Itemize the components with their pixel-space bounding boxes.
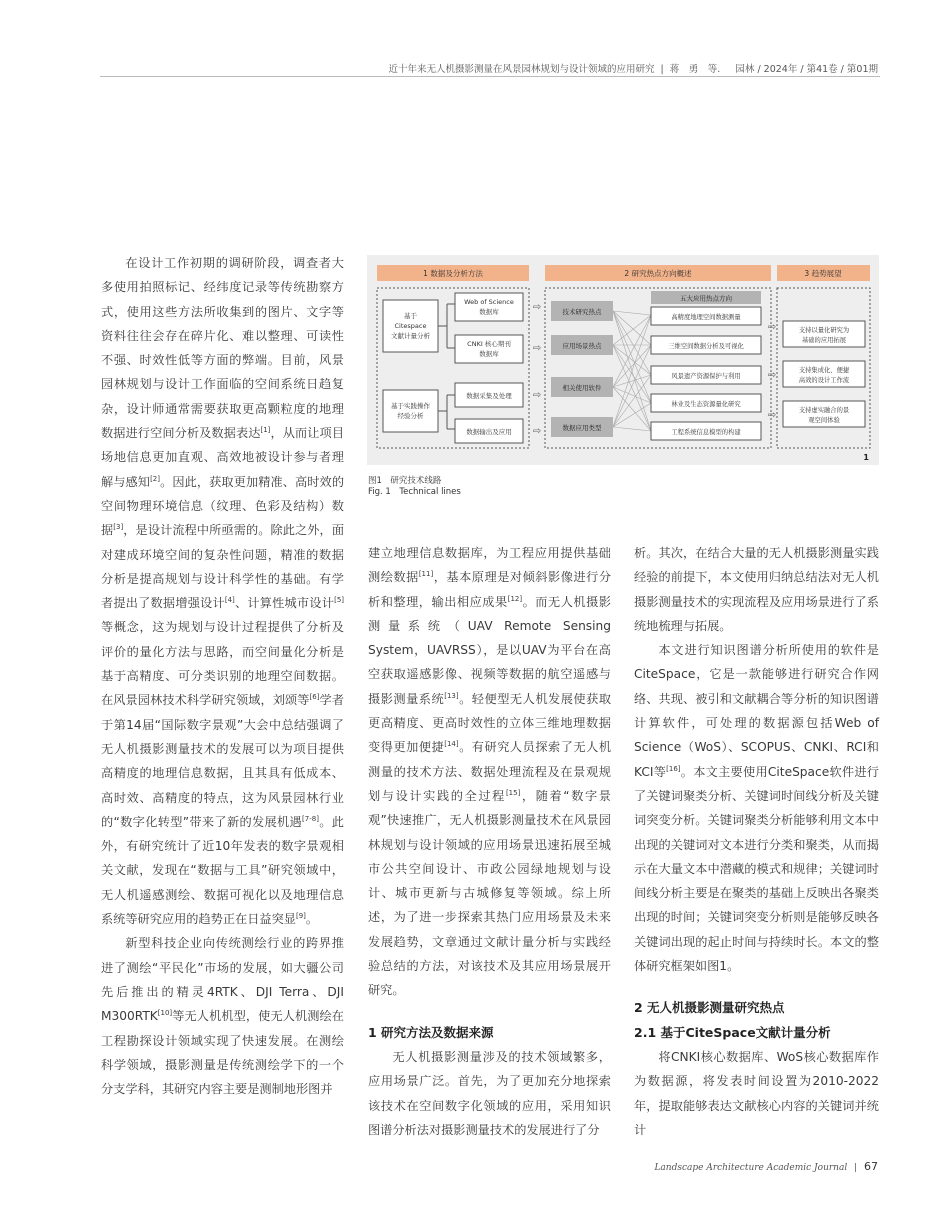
svg-text:基于实践操作: 基于实践操作: [391, 402, 430, 410]
running-authors: 蒋 勇 等.: [669, 64, 721, 75]
svg-text:CNKI 核心期刊: CNKI 核心期刊: [467, 340, 511, 348]
svg-text:数据库: 数据库: [479, 308, 499, 316]
journal-info: 园林 / 2024年 / 第41卷 / 第01期: [735, 64, 878, 75]
svg-text:数据应用类型: 数据应用类型: [562, 424, 602, 432]
svg-text:观空间体验: 观空间体验: [808, 417, 840, 424]
svg-text:基于: 基于: [404, 312, 417, 320]
svg-text:经验分析: 经验分析: [397, 412, 424, 420]
header-rule: [100, 76, 880, 77]
svg-text:Web of Science: Web of Science: [464, 298, 514, 306]
paragraph: 新型科技企业向传统测绘行业的跨界推进了测绘“平民化”市场的发展，如大疆公司先后推出的精灵4RTK、DJI Terra、DJI M300RTK[10]等无人机机型，使无人机测绘在工程勘探设计领域实现了快速发展。在测绘科学领域，摄影测量是传统测绘学下的一个分支学科，其研究内容主要是测制地形图并: [101, 936, 344, 1097]
svg-text:三维空间数据分析及可视化: 三维空间数据分析及可视化: [668, 343, 744, 350]
section-heading-2: 2 无人机摄影测量研究热点: [634, 1000, 785, 1016]
section-heading-1: 1 研究方法及数据来源: [368, 1024, 494, 1040]
running-header: 近十年来无人机摄影测量在风景园林规划与设计领域的应用研究 | 蒋 勇 等. 园林 / 2024年 / 第41卷 / 第01期: [388, 64, 878, 75]
svg-text:林业及生态资源量化研究: 林业及生态资源量化研究: [671, 401, 741, 408]
paragraph: 本文进行知识图谱分析所使用的软件是CiteSpace，它是一款能够进行研究合作网络、共现、被引和文献耦合等分析的知识图谱计算软件，可处理的数据源包括Web of Science（WoS）、SCOPUS、CNKI、RCI和KCI等[16]。本文主要使用CiteSpace软件进行了关键词聚类分析、关键词时间线分析及关键词突变分析。关键词聚类分析能够利用文本中出现的关键词对文本进行分类和聚类，从而揭示在大量文本中潜藏的模式和规律；关键词时间线分析主要是在聚类的基础上反映出各聚类出现的时间；关键词突变分析则是能够反映各关键词出现的起止时间与持续时长。本文的整体研究框架如图1。: [634, 643, 879, 974]
figure-caption: [368, 476, 461, 498]
caption-cn: 图1 研究技术线路: [368, 476, 442, 486]
page-number: 67: [864, 1160, 878, 1173]
svg-text:数据输出及应用: 数据输出及应用: [466, 428, 512, 436]
paragraph: 在设计工作初期的调研阶段，调查者大多使用拍照标记、经纬度记录等传统勘察方式，使用这些方法所收集到的图片、文字等资料往往会存在碎片化、难以整理、可读性不强、时效性低等方面的弊端。目前，风景园林规划与设计工作面临的空间系统日趋复杂，设计师通常需要获取更高颗粒度的地理数据进行空间分析及数据表达[1]，从而让项目场地信息更加直观、高效地被设计参与者理解与感知[2]。因此，获取更加精准、高时效的空间物理环境信息（纹理、色彩及结构）数据[3]，是设计流程中所亟需的。除此之外，面对建成环境空间的复杂性问题，精准的数据分析是提高规划与设计科学性的基础。有学者提出了数据增强设计[4]、计算性城市设计[5]等概念，这为规划与设计过程提供了分析及评价的量化方法与思路，而空间量化分析是基于高精度、可分类识别的地理空间数据。在风景园林技术科学研究领域，刘颂等[6]学者于第14届“国际数字景观”大会中总结强调了无人机摄影测量技术的发展可以为项目提供高精度的地理信息数据，且其具有低成本、高时效、高精度的特点，这为风景园林行业的“数字化转型”带来了新的发展机遇[7-8]。此外，有研究统计了近10年发表的数字景观相关文献，发现在“数据与工具”研究领域中，无人机遥感测绘、数据可视化以及地理信息系统等研究应用的趋势正在日益突显[9]。: [101, 256, 345, 927]
svg-text:支持以量化研究为: 支持以量化研究为: [798, 327, 850, 334]
text-column-2: [368, 541, 611, 1142]
svg-text:Citespace: Citespace: [394, 322, 427, 330]
text-column-3: [634, 541, 879, 1142]
svg-text:风景遗产资源保护与利用: 风景遗产资源保护与利用: [671, 373, 741, 380]
caption-en: Fig. 1 Technical lines: [368, 487, 461, 497]
svg-text:⇨: ⇨: [767, 370, 777, 381]
svg-text:1 数据及分析方法: 1 数据及分析方法: [423, 269, 483, 278]
svg-text:⇨: ⇨: [767, 410, 777, 421]
svg-text:应用场景热点: 应用场景热点: [562, 342, 602, 350]
journal-name-en: Landscape Architecture Academic Journal: [654, 1163, 848, 1173]
svg-text:⇨: ⇨: [532, 390, 542, 401]
paragraph: 析。其次，在结合大量的无人机摄影测量实践经验的前提下，本文使用归纳总结法对无人机摄影测量技术的实现流程及应用场景进行了系统地梳理与拓展。: [634, 546, 879, 633]
figure-1: [367, 255, 879, 465]
paragraph: 无人机摄影测量涉及的技术领域繁多，应用场景广泛。首先，为了更加充分地探索该技术在空间数字化领域的应用，采用知识图谱分析法对摄影测量技术的发展进行了分: [368, 1049, 611, 1137]
running-title: 近十年来无人机摄影测量在风景园林规划与设计领域的应用研究: [388, 64, 655, 75]
svg-text:工程系统信息模型的构建: 工程系统信息模型的构建: [671, 429, 741, 436]
svg-text:基础的应用拓展: 基础的应用拓展: [801, 337, 847, 344]
page-footer: Landscape Architecture Academic Journal | 67: [654, 1160, 878, 1173]
svg-text:高效的设计工作流: 高效的设计工作流: [798, 377, 850, 384]
text-column-1: [101, 251, 344, 1101]
svg-text:支持虚实融合的景: 支持虚实融合的景: [798, 407, 850, 414]
svg-text:数据采集及处理: 数据采集及处理: [466, 392, 512, 400]
svg-text:⇨: ⇨: [532, 426, 542, 437]
svg-text:3 趋势展望: 3 趋势展望: [804, 269, 842, 278]
svg-text:高精度地理空间数据测量: 高精度地理空间数据测量: [671, 314, 741, 321]
technical-lines-diagram: [367, 255, 879, 465]
svg-text:⇨: ⇨: [532, 302, 542, 313]
svg-text:⇨: ⇨: [532, 343, 542, 354]
svg-text:技术研究热点: 技术研究热点: [562, 308, 602, 316]
paragraph: 将CNKI核心数据库、WoS核心数据库作为数据源，将发表时间设置为2010-2022年，提取能够表达文献核心内容的关键词并统计: [634, 1049, 879, 1137]
svg-text:文献计量分析: 文献计量分析: [391, 332, 430, 340]
svg-text:支持集成化、便捷: 支持集成化、便捷: [798, 367, 850, 374]
svg-text:数据库: 数据库: [479, 350, 499, 358]
figure-number: 1: [863, 453, 869, 462]
paragraph: 建立地理信息数据库，为工程应用提供基础测绘数据[11]，基本原理是对倾斜影像进行分析和整理，输出相应成果[12]。而无人机摄影测量系统（UAV Remote Sensing System，UAVRSS），是以UAV为平台在高空获取遥感影像、视频等数据的航空遥感与摄影测量系统[13]。轻便型无人机发展使获取更高精度、更高时效性的立体三维地理数据变得更加便捷[14]。有研究人员探索了无人机测量的技术方法、数据处理流程及在景观规划与设计实践的全过程[15]，随着“数字景观”快速推广，无人机摄影测量技术在风景园林规划与设计领域的应用场景迅速拓展至城市公共空间设计、市政公园绿地规划与设计、城市更新与古城修复等领域。综上所述，为了进一步探索其热门应用场景及未来发展趋势，文章通过文献计量分析与实践经验总结的方法，对该技术及其应用场景展开研究。: [368, 546, 612, 998]
method-practice: [383, 390, 438, 432]
svg-text:五大应用热点方向: 五大应用热点方向: [680, 294, 732, 303]
svg-text:2 研究热点方向概述: 2 研究热点方向概述: [624, 269, 692, 278]
svg-text:相关使用软件: 相关使用软件: [562, 384, 602, 392]
subsection-heading-2-1: 2.1 基于CiteSpace文献计量分析: [634, 1024, 831, 1040]
svg-text:⇨: ⇨: [767, 322, 777, 333]
